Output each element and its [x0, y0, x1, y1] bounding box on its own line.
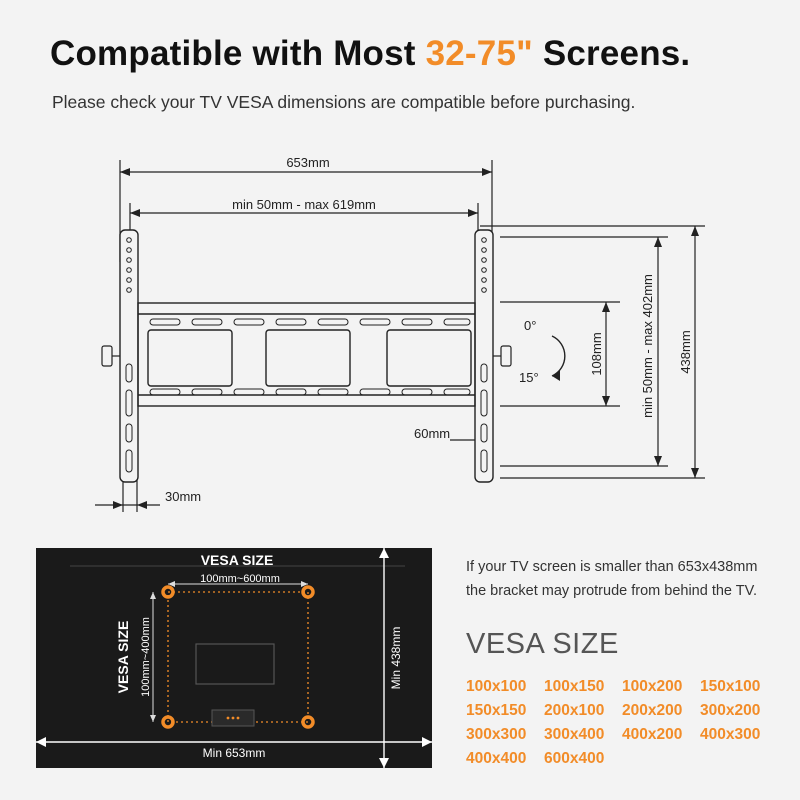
- subline: Please check your TV VESA dimensions are compatible before purchasing.: [52, 92, 636, 112]
- vesa-size-item: 100x100: [466, 678, 527, 695]
- headline-prefix: Compatible with Most: [50, 34, 426, 73]
- vesa-size-item: 300x200: [700, 702, 761, 719]
- vesa-sizes-heading: VESA SIZE: [466, 628, 619, 660]
- vesa-size-list: [466, 676, 786, 770]
- vesa-size-item: 150x100: [700, 678, 761, 695]
- vesa-size-item: 400x200: [622, 726, 683, 743]
- depth-label: 60mm: [414, 426, 451, 441]
- headline-suffix: Screens.: [532, 34, 691, 73]
- tilt-max-label: 15°: [519, 370, 539, 385]
- vesa-size-item: 100x200: [622, 678, 683, 695]
- tilt-min-label: 0°: [524, 318, 537, 333]
- vesa-size-item: 400x400: [466, 750, 527, 767]
- vesa-vertical-label: 100mm~400mm: [140, 617, 152, 697]
- frame-height-label: 108mm: [589, 332, 604, 376]
- vesa-size-item: 600x400: [544, 750, 605, 767]
- info-note: [466, 555, 757, 603]
- info-note-line: If your TV screen is smaller than 653x438mm: [466, 559, 758, 575]
- vesa-top-label: VESA SIZE: [200, 552, 274, 568]
- min-width-label: Min 653mm: [202, 746, 266, 760]
- headline-accent: 32-75": [425, 34, 533, 73]
- vertical-range-label: min 50mm - max 402mm: [640, 274, 655, 418]
- info-note-line: the bracket may protrude from behind the TV.: [466, 583, 757, 599]
- vesa-size-item: 300x300: [466, 726, 527, 743]
- overall-height-label: 438mm: [678, 330, 693, 374]
- vesa-size-item: 200x100: [544, 702, 605, 719]
- vesa-size-item: 400x300: [700, 726, 761, 743]
- rail-range-label: min 50mm - max 619mm: [232, 197, 376, 212]
- vesa-size-item: 150x150: [466, 702, 527, 719]
- vesa-size-item: 200x200: [622, 702, 683, 719]
- vesa-size-item: 300x400: [544, 726, 605, 743]
- overall-width-label: 653mm: [286, 155, 330, 170]
- min-height-label: Min 438mm: [389, 626, 403, 690]
- vesa-size-item: 100x150: [544, 678, 605, 695]
- bottom-width-label: 30mm: [165, 489, 202, 504]
- vesa-side-label: VESA SIZE: [115, 620, 131, 694]
- vesa-horizontal-label: 100mm~600mm: [200, 573, 280, 585]
